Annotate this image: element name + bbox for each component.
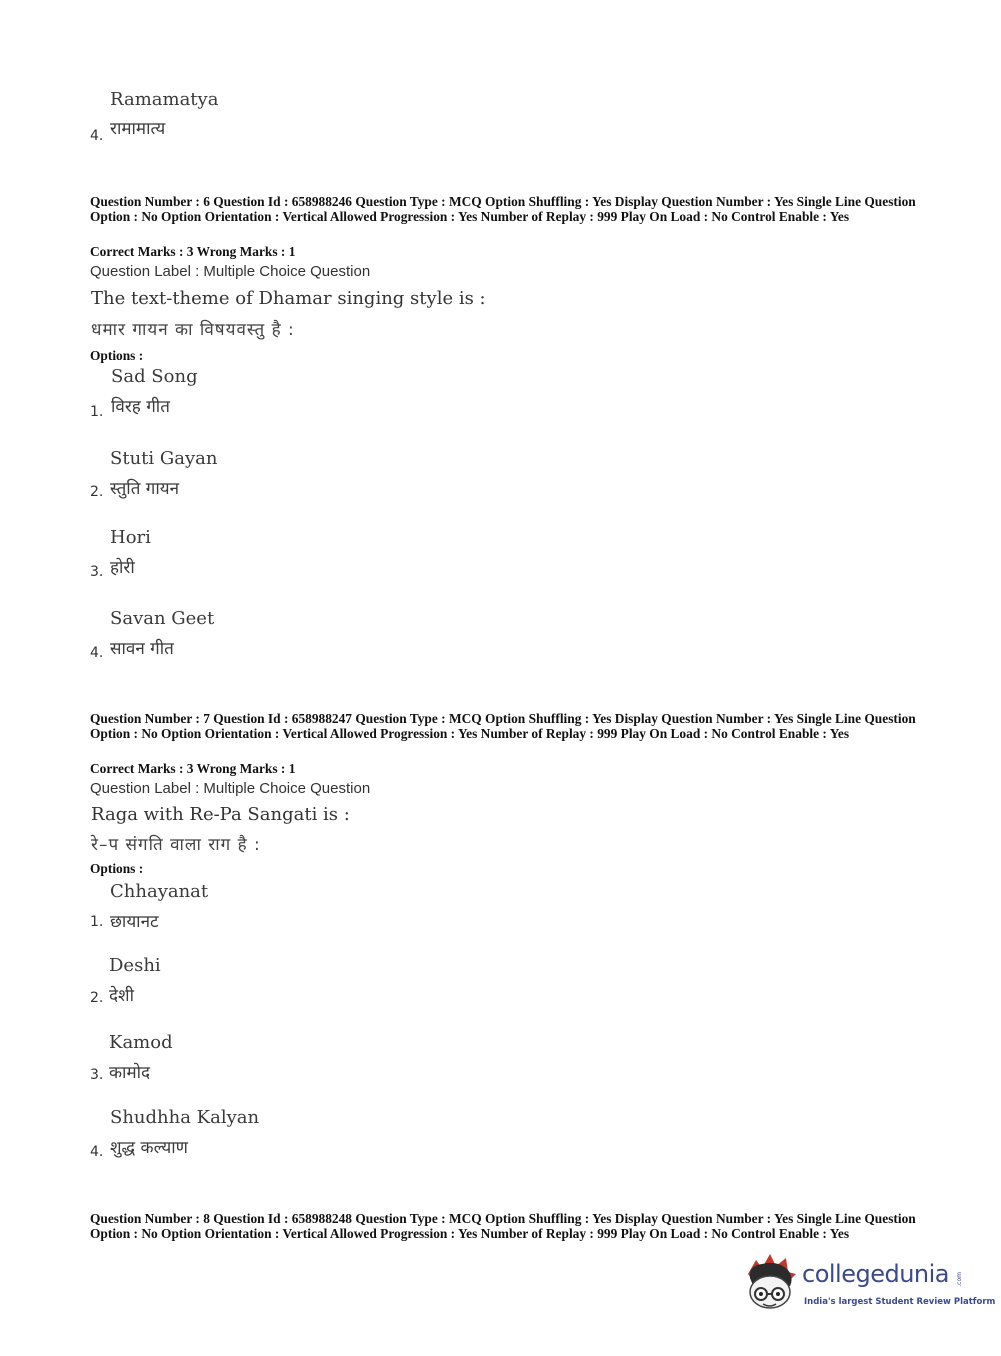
- q6-option-1-english: Sad Song: [111, 366, 198, 387]
- prev-option-4-number: 4.: [90, 128, 104, 144]
- collegedunia-logo: [742, 1252, 996, 1316]
- q7-option-1-english: Chhayanat: [110, 881, 209, 902]
- q7-marks: Correct Marks : 3 Wrong Marks : 1: [90, 761, 296, 776]
- q7-option-3-english: Kamod: [109, 1032, 173, 1053]
- logo-tagline: India's largest Student Review Platform: [804, 1297, 996, 1307]
- q7-text-english: Raga with Re-Pa Sangati is :: [91, 804, 350, 825]
- q7-meta: Question Number : 7 Question Id : 658988247 Question Type : MCQ Option Shuffling : Yes Display Question Number : Yes Single Line Question Option : No Option Orientation : Vertical Allowed Progression : Yes Number of Replay : 999 Play On Load : No Control Enable : Yes: [90, 711, 916, 741]
- q7-label: Question Label : Multiple Choice Question: [90, 780, 371, 797]
- q7-option-4-english: Shudhha Kalyan: [110, 1107, 260, 1128]
- q6-option-1-hindi: विरह गीत: [111, 397, 170, 417]
- q7-option-4-number: 4.: [90, 1144, 104, 1160]
- q6-option-2-hindi: स्तुति गायन: [110, 479, 180, 499]
- q6-option-3-hindi: होरी: [110, 558, 135, 578]
- mascot-icon: [742, 1252, 800, 1316]
- q7-option-3-number: 3.: [90, 1067, 104, 1083]
- q6-marks: Correct Marks : 3 Wrong Marks : 1: [90, 244, 296, 259]
- q7-option-1-number: 1.: [90, 914, 104, 930]
- q7-option-4-hindi: शुद्ध कल्याण: [110, 1138, 188, 1158]
- logo-wordmark: collegedunia: [802, 1260, 950, 1288]
- q7-options-label: Options :: [90, 861, 144, 876]
- q6-option-2-number: 2.: [90, 484, 104, 500]
- q6-option-3-english: Hori: [110, 527, 151, 548]
- q6-meta: Question Number : 6 Question Id : 658988246 Question Type : MCQ Option Shuffling : Yes Display Question Number : Yes Single Line Question Option : No Option Orientation : Vertical Allowed Progression : Yes Number of Replay : 999 Play On Load : No Control Enable : Yes: [90, 194, 916, 224]
- q7-text-hindi: रे–प संगति वाला राग है :: [91, 835, 261, 855]
- q6-text-english: The text-theme of Dhamar singing style is :: [91, 288, 486, 309]
- q6-label: Question Label : Multiple Choice Question: [90, 263, 371, 280]
- q7-option-1-hindi: छायानट: [110, 912, 159, 932]
- q6-option-4-number: 4.: [90, 645, 104, 661]
- q8-meta: Question Number : 8 Question Id : 658988248 Question Type : MCQ Option Shuffling : Yes Display Question Number : Yes Single Line Question Option : No Option Orientation : Vertical Allowed Progression : Yes Number of Replay : 999 Play On Load : No Control Enable : Yes: [90, 1211, 916, 1241]
- prev-option-4-hindi: रामामात्य: [110, 119, 166, 139]
- q6-option-4-hindi: सावन गीत: [110, 639, 174, 659]
- q6-text-hindi: धमार गायन का विषयवस्तु है :: [91, 320, 295, 340]
- q7-option-2-number: 2.: [90, 990, 104, 1006]
- logo-suffix: .com: [956, 1272, 963, 1287]
- q6-option-2-english: Stuti Gayan: [110, 448, 218, 469]
- q6-option-4-english: Savan Geet: [110, 608, 215, 629]
- q6-option-1-number: 1.: [90, 404, 104, 420]
- q7-option-3-hindi: कामोद: [109, 1063, 151, 1083]
- q6-option-3-number: 3.: [90, 564, 104, 580]
- prev-option-4-english: Ramamatya: [110, 89, 219, 110]
- q7-option-2-hindi: देशी: [109, 986, 134, 1006]
- q6-options-label: Options :: [90, 348, 144, 363]
- q7-option-2-english: Deshi: [109, 955, 161, 976]
